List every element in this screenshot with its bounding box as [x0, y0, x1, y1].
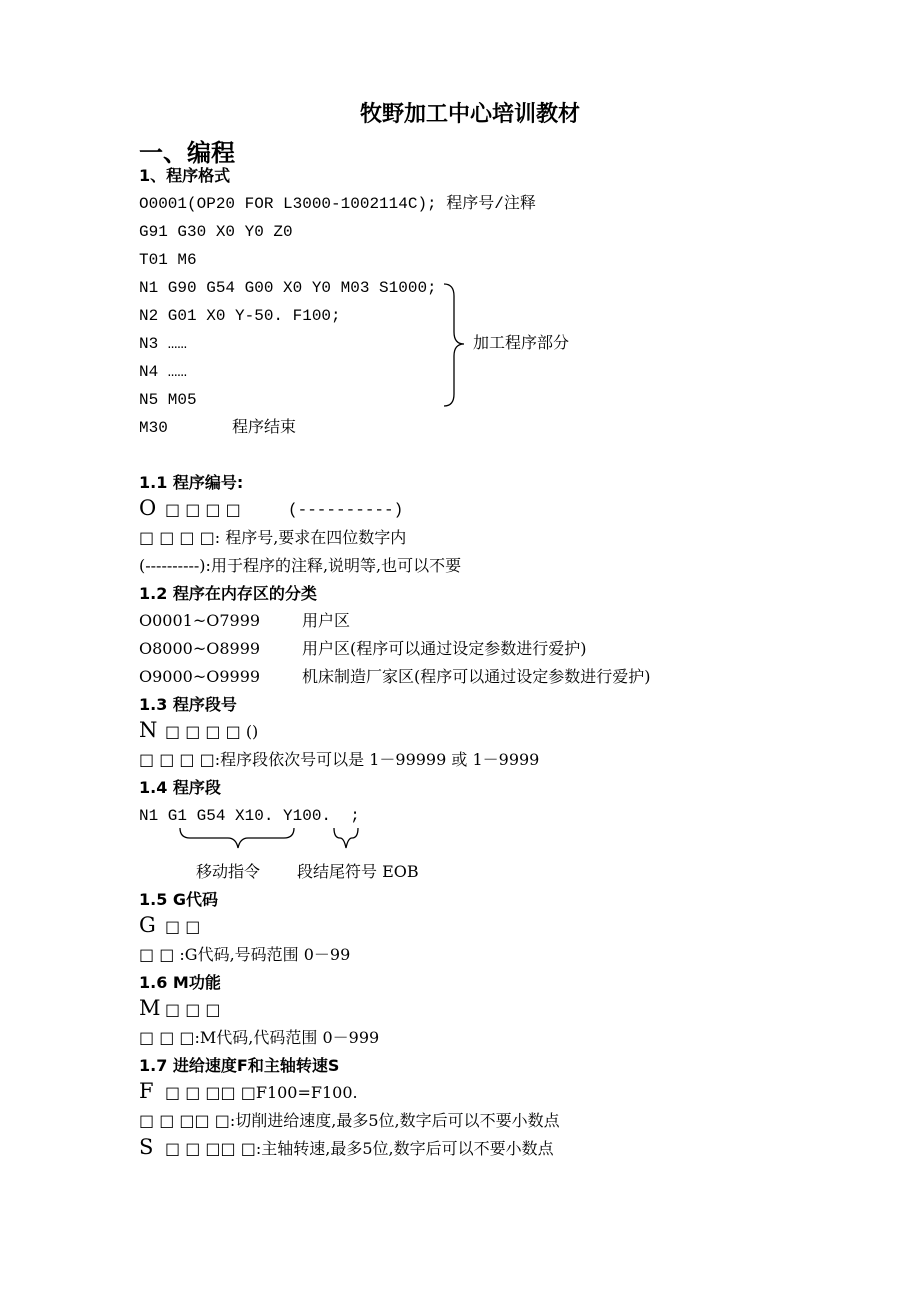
- letter-prefix: G: [139, 913, 156, 937]
- area-cell: 用户区(程序可以通过设定参数进行爱护): [302, 639, 587, 658]
- digit-boxes: □ □: [165, 917, 201, 936]
- description: □ □ □ □:程序段依次号可以是 1－99999 或 1－9999: [139, 750, 540, 769]
- brace-label: 加工程序部分: [473, 333, 570, 352]
- code-line: O0001(OP20 FOR L3000-1002114C); 程序号/注释: [139, 195, 536, 213]
- curly-brace-icon: [440, 282, 470, 408]
- comment-placeholder: (----------): [288, 501, 404, 519]
- code-line: N3 ……: [139, 335, 188, 353]
- description: (----------):用于程序的注释,说明等,也可以不要: [139, 556, 462, 575]
- underbrace-icon: [176, 826, 370, 856]
- heading-memory-classification: 1.2 程序在内存区的分类: [139, 584, 317, 603]
- code-line: N1 G90 G54 G00 X0 Y0 M03 S1000;: [139, 279, 437, 297]
- heading-feed-spindle: 1.7 进给速度F和主轴转速S: [139, 1056, 340, 1075]
- description: □ □ □:M代码,代码范围 0－999: [139, 1028, 380, 1047]
- range-cell: O8000~O8999: [139, 639, 261, 658]
- digit-boxes: □ □ □ □: [165, 500, 241, 519]
- description: □ □ :G代码,号码范围 0－99: [139, 945, 351, 964]
- code-line: N5 M05: [139, 391, 197, 409]
- heading-m-function: 1.6 M功能: [139, 973, 221, 992]
- heading-program-format: 1、程序格式: [139, 166, 231, 185]
- range-cell: O9000~O9999: [139, 667, 261, 686]
- description: □ □ □□ □:切削进给速度,最多5位,数字后可以不要小数点: [139, 1111, 560, 1130]
- block-example: N1 G1 G54 X10. Y100. ;: [139, 807, 360, 825]
- description: □ □ □ □: 程序号,要求在四位数字内: [139, 528, 407, 547]
- heading-g-code: 1.5 G代码: [139, 890, 219, 909]
- digit-boxes: □ □ □ □ (): [165, 722, 259, 741]
- heading-program-block: 1.4 程序段: [139, 778, 221, 797]
- document-title: 牧野加工中心培训教材: [359, 102, 580, 127]
- letter-prefix: S: [139, 1135, 154, 1159]
- area-cell: 用户区: [302, 611, 351, 630]
- code-line: N4 ……: [139, 363, 188, 381]
- code-line: N2 G01 X0 Y-50. F100;: [139, 307, 341, 325]
- code-line: G91 G30 X0 Y0 Z0: [139, 223, 293, 241]
- heading-program-number: 1.1 程序编号:: [139, 473, 244, 492]
- description: □ □ □□ □:主轴转速,最多5位,数字后可以不要小数点: [165, 1139, 554, 1158]
- feed-format: □ □ □□ □F100=F100.: [165, 1083, 358, 1102]
- letter-prefix: M: [139, 996, 161, 1020]
- label-eob: 段结尾符号 EOB: [297, 862, 419, 881]
- letter-prefix: N: [139, 718, 158, 742]
- range-cell: O0001~O7999: [139, 611, 261, 630]
- letter-prefix: F: [139, 1079, 154, 1103]
- section-heading: 一、编程: [139, 139, 235, 167]
- label-move-command: 移动指令: [196, 862, 261, 881]
- digit-boxes: □ □ □: [165, 1000, 221, 1019]
- heading-sequence-number: 1.3 程序段号: [139, 695, 237, 714]
- code-line: T01 M6: [139, 251, 197, 269]
- code-line-m30: M30: [139, 419, 168, 437]
- letter-prefix: O: [139, 496, 157, 520]
- m30-note: 程序结束: [232, 417, 297, 436]
- area-cell: 机床制造厂家区(程序可以通过设定参数进行爱护): [302, 667, 651, 686]
